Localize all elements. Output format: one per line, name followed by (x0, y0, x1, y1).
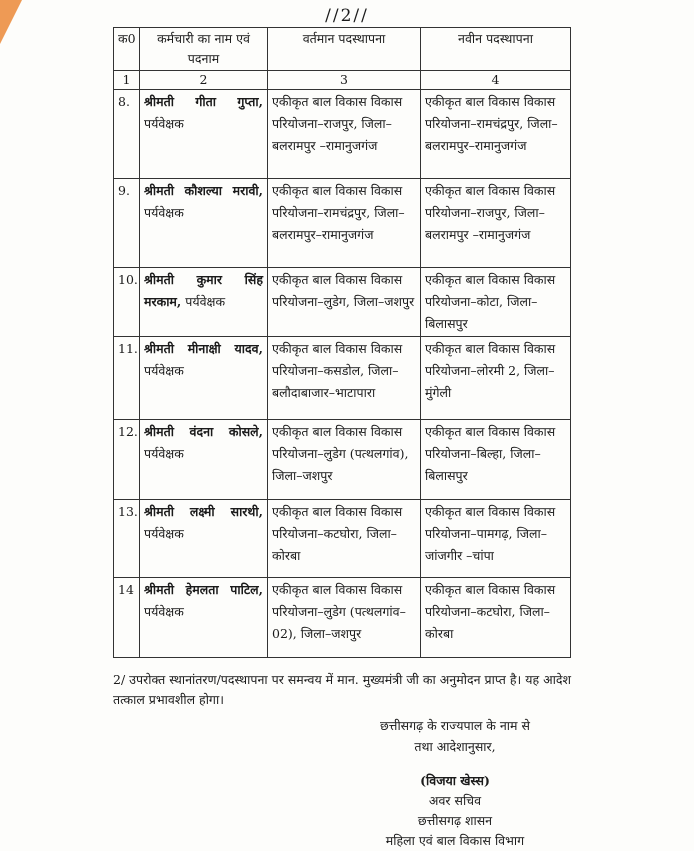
header-current-posting: वर्तमान पदस्थापना (268, 28, 421, 71)
serial-number: 8. (114, 90, 140, 179)
signatory-designation: अवर सचिव (428, 793, 482, 808)
employee-cell (140, 179, 268, 268)
new-posting: एकीकृत बाल विकास विकास परियोजना–कटघोरा, जिला–कोरबा (421, 578, 571, 658)
employee-designation: पर्यवेक्षक (144, 116, 184, 131)
employee-name: श्रीमती कौशल्या मरावी, (144, 183, 263, 198)
employee-designation: पर्यवेक्षक (144, 526, 184, 541)
table-row (114, 578, 571, 658)
table-row (114, 420, 571, 500)
employee-cell (140, 578, 268, 658)
new-posting: एकीकृत बाल विकास विकास परियोजना–बिल्हा, जिला–बिलासपुर (421, 420, 571, 500)
employee-name: श्रीमती लक्ष्मी सारथी, (144, 504, 263, 519)
current-posting: एकीकृत बाल विकास विकास परियोजना–राजपुर, जिला–बलरामपुर –रामानुजगंज (268, 90, 421, 179)
approval-paragraph: 2/ उपरोक्त स्थानांतरण/पदस्थापना पर समन्वय में मान. मुख्यमंत्री जी का अनुमोदन प्राप्त है। यह आदेश तत्काल प्रभावशील होगा। (113, 672, 571, 707)
employee-name: श्रीमती वंदना कोसले, (144, 424, 263, 439)
new-posting: एकीकृत बाल विकास विकास परियोजना–लोरमी 2, जिला–मुंगेली (421, 337, 571, 420)
new-posting: एकीकृत बाल विकास विकास परियोजना–राजपुर, जिला–बलरामपुर –रामानुजगंज (421, 179, 571, 268)
table-row (114, 90, 571, 179)
employee-designation: पर्यवेक्षक (144, 363, 184, 378)
signatory-department: महिला एवं बाल विकास विभाग (385, 833, 525, 848)
table-row (114, 268, 571, 337)
employee-cell (140, 500, 268, 578)
current-posting: एकीकृत बाल विकास विकास परियोजना–लुडेग (पत्थलगांव–02), जिला–जशपुर (268, 578, 421, 658)
column-number: 2 (140, 71, 268, 90)
page-number: //2// (325, 6, 369, 26)
table-row (114, 337, 571, 420)
employee-cell (140, 420, 268, 500)
serial-number: 13. (114, 500, 140, 578)
table-row (114, 500, 571, 578)
column-number-row (114, 71, 571, 90)
column-number: 4 (421, 71, 571, 90)
employee-name: श्रीमती मीनाक्षी यादव, (144, 341, 263, 356)
header-employee: कर्मचारी का नाम एवं पदनाम (140, 28, 268, 71)
table-row (114, 179, 571, 268)
serial-number: 12. (114, 420, 140, 500)
signature-line-1: छत्तीसगढ़ के राज्यपाल के नाम से (380, 718, 530, 733)
employee-name: श्रीमती हेमलता पाटिल, (144, 582, 263, 597)
signatory-name: (विजया खेस्स) (420, 773, 490, 788)
employee-designation: पर्यवेक्षक (144, 205, 184, 220)
serial-number: 11. (114, 337, 140, 420)
column-number: 1 (114, 71, 140, 90)
column-number: 3 (268, 71, 421, 90)
employee-designation: पर्यवेक्षक (144, 446, 184, 461)
serial-number: 10. (114, 268, 140, 337)
current-posting: एकीकृत बाल विकास विकास परियोजना–रामचंद्रपुर, जिला–बलरामपुर–रामानुजगंज (268, 179, 421, 268)
current-posting: एकीकृत बाल विकास विकास परियोजना–कसडोल, जिला–बलौदाबाजार–भाटापारा (268, 337, 421, 420)
signature-line-2: तथा आदेशानुसार, (414, 739, 496, 754)
new-posting: एकीकृत बाल विकास विकास परियोजना–पामगढ़, जिला–जांजगीर –चांपा (421, 500, 571, 578)
header-serial: क0 (114, 28, 140, 71)
table-header-row (114, 28, 571, 71)
serial-number: 14 (114, 578, 140, 658)
employee-designation: पर्यवेक्षक (185, 294, 226, 309)
employee-cell (140, 337, 268, 420)
new-posting: एकीकृत बाल विकास विकास परियोजना–कोटा, जिला–बिलासपुर (421, 268, 571, 337)
employee-cell (140, 90, 268, 179)
transfer-table (113, 27, 571, 658)
new-posting: एकीकृत बाल विकास विकास परियोजना–रामचंद्रपुर, जिला–बलरामपुर–रामानुजगंज (421, 90, 571, 179)
employee-cell (140, 268, 268, 337)
employee-designation: पर्यवेक्षक (144, 604, 184, 619)
current-posting: एकीकृत बाल विकास विकास परियोजना–लुडेग, जिला–जशपुर (268, 268, 421, 337)
header-new-posting: नवीन पदस्थापना (421, 28, 571, 71)
serial-number: 9. (114, 179, 140, 268)
current-posting: एकीकृत बाल विकास विकास परियोजना–कटघोरा, जिला–कोरबा (268, 500, 421, 578)
employee-name: श्रीमती गीता गुप्ता, (144, 94, 263, 109)
employee-name: श्रीमती कुमार सिंह मरकाम, (144, 272, 263, 309)
signatory-government: छत्तीसगढ़ शासन (417, 813, 493, 828)
current-posting: एकीकृत बाल विकास विकास परियोजना–लुडेग (पत्थलगांव), जिला–जशपुर (268, 420, 421, 500)
